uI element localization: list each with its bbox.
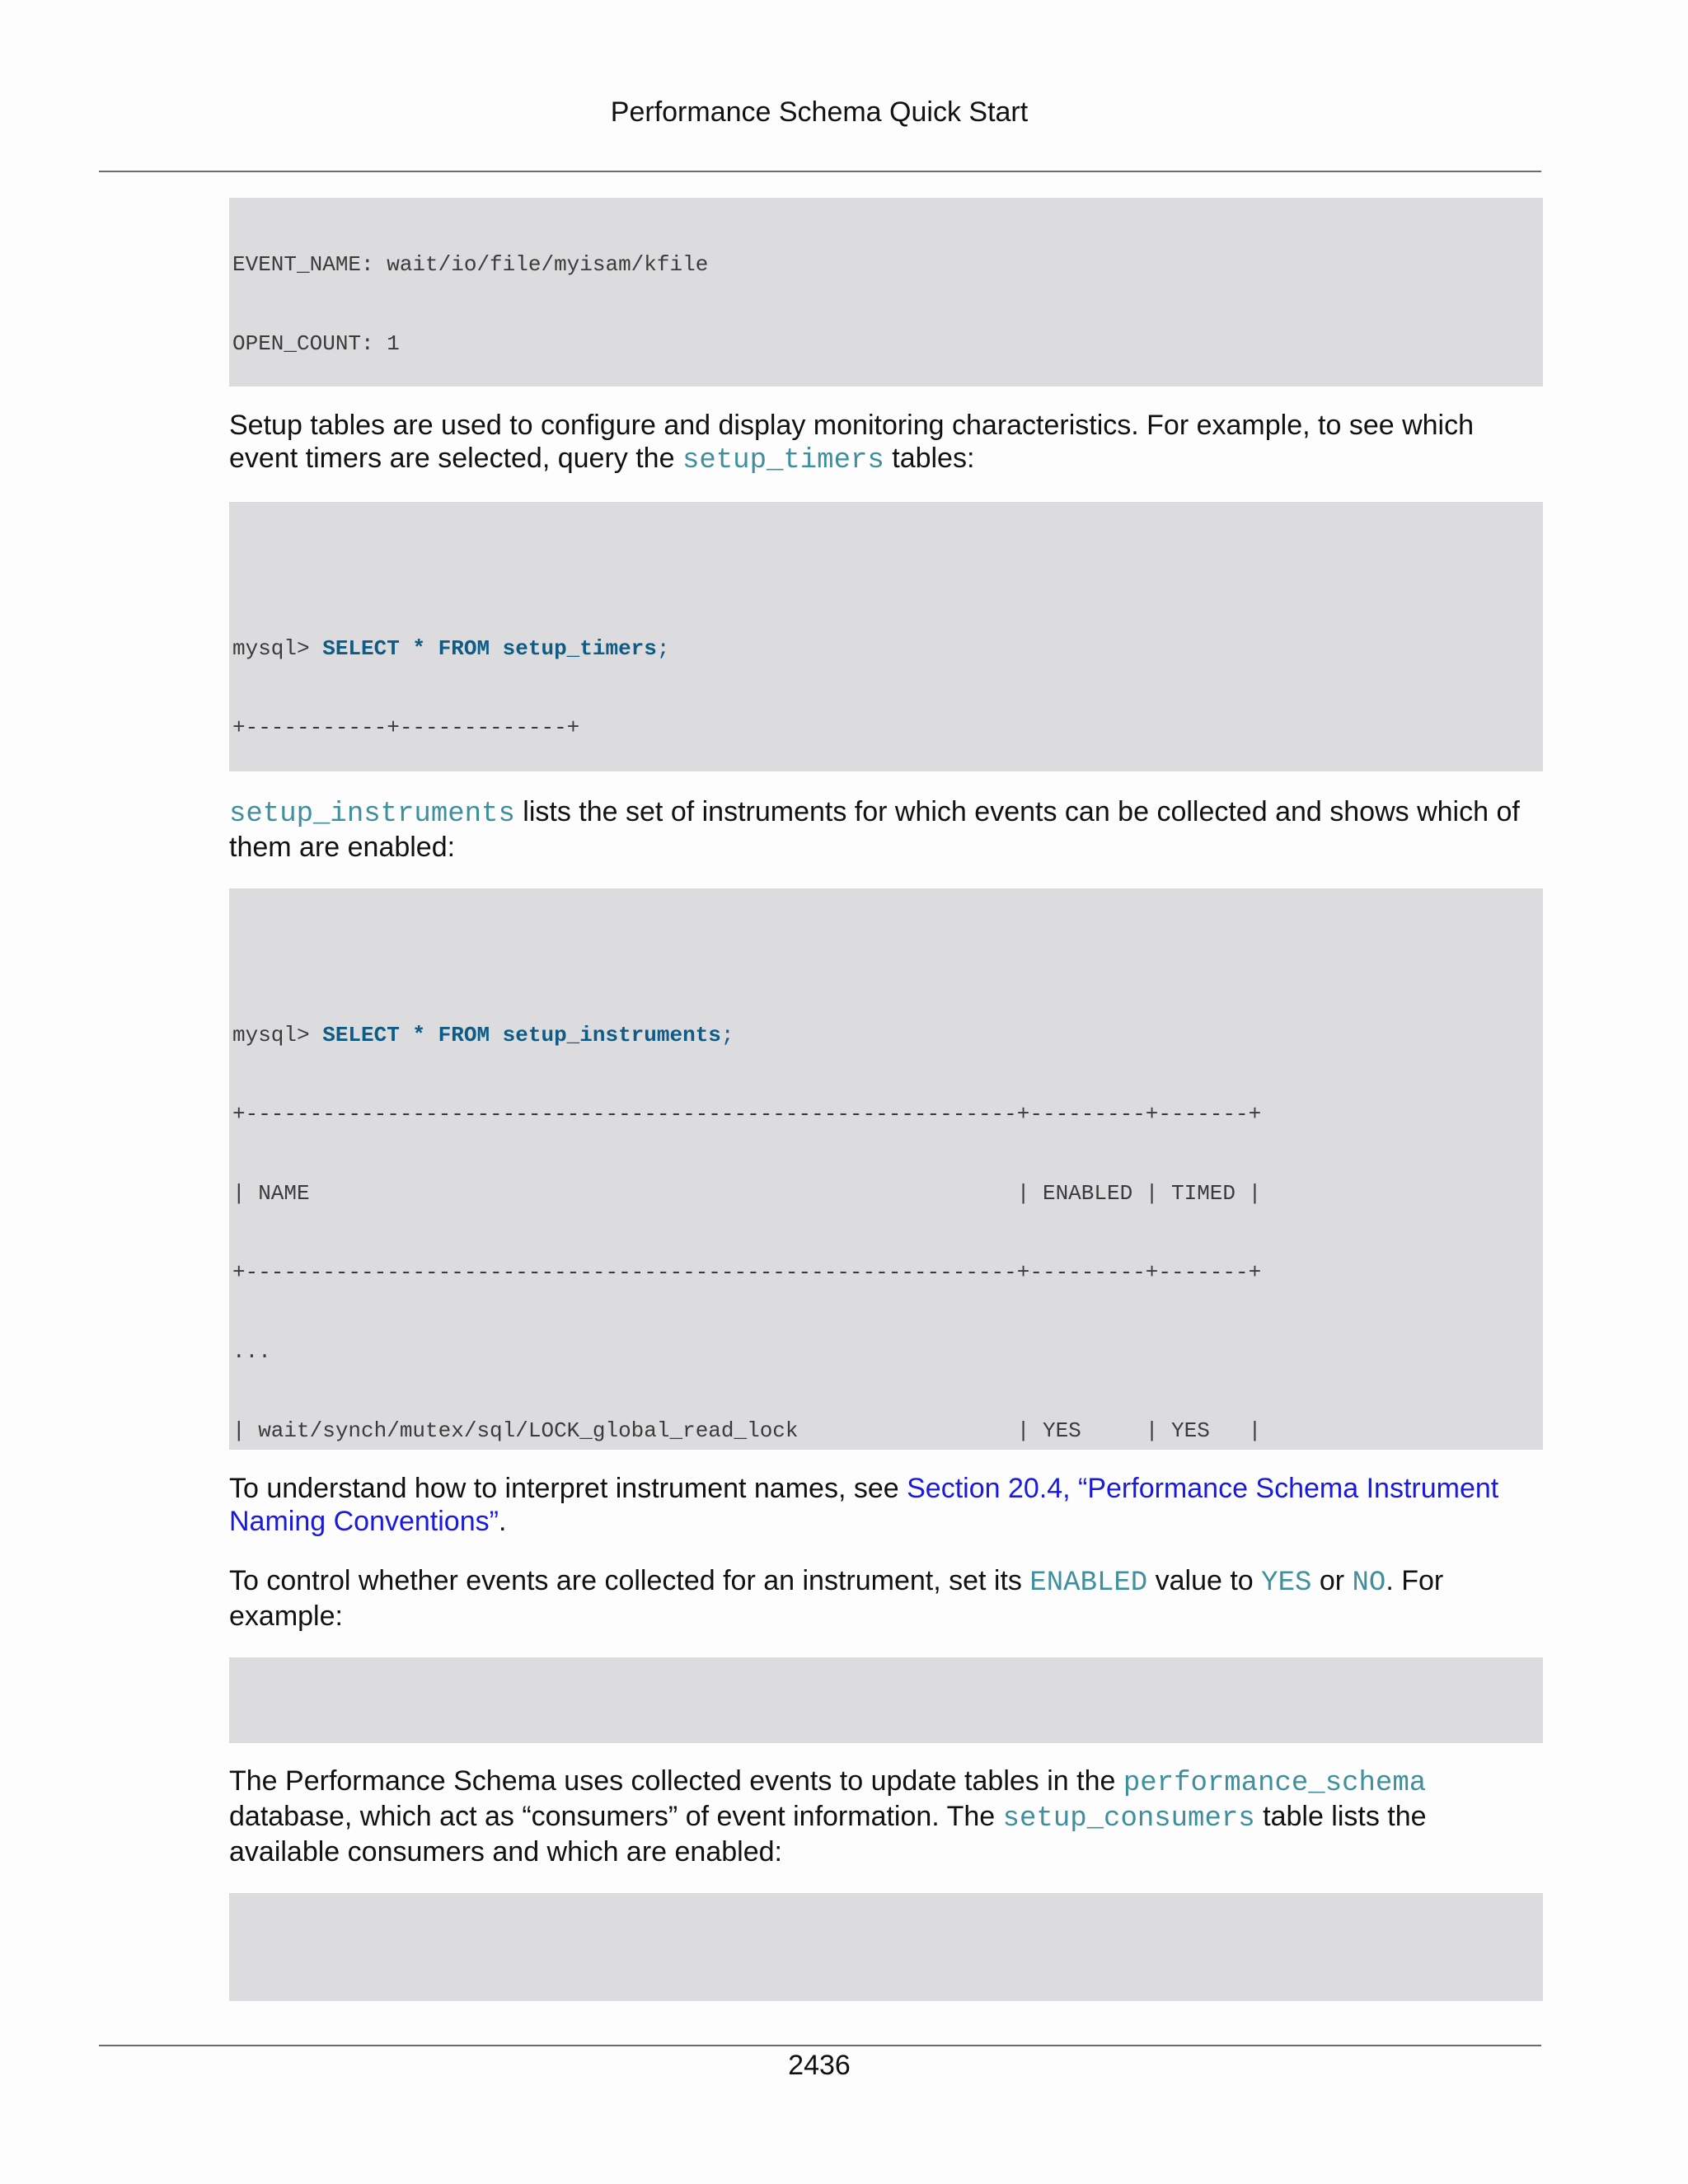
code-block-setup-timers — [229, 502, 1543, 771]
code-blank-line — [232, 1710, 1543, 1738]
code-line: ... — [232, 1339, 271, 1364]
code-block-update-instruments — [229, 1657, 1543, 1743]
running-header: Performance Schema Quick Start — [610, 96, 1029, 128]
paragraph-text: tables: — [884, 443, 975, 474]
inline-literal-setup-instruments: setup_instruments — [229, 799, 515, 830]
paragraph-text: . — [498, 1506, 507, 1537]
inline-literal-no: NO — [1352, 1568, 1386, 1599]
code-blank-line — [232, 941, 1543, 969]
paragraph-text: table lists the available consumers and which are enabled: — [229, 1801, 1427, 1868]
code-block-setup-consumers — [229, 1893, 1543, 2001]
section-link-naming-conventions[interactable]: Section 20.4, “Performance Schema Instrument Naming Conventions” — [229, 1473, 1499, 1537]
sql-terminator: ; — [656, 636, 670, 661]
paragraph-instrument-names — [229, 1472, 1543, 1538]
paragraph-text: Setup tables are used to configure and display monitoring characteristics. For example, to see which event timers are selected, query the — [229, 410, 1475, 474]
code-line: +------------------------------------------------------------+---------+-------+ — [232, 1102, 1262, 1127]
footer-rule — [99, 2045, 1541, 2046]
paragraph-text: database, which act as “consumers” of event information. The — [229, 1801, 1003, 1832]
code-line: | wait/synch/mutex/sql/LOCK_global_read_lock | YES | YES | — [232, 1418, 1262, 1443]
inline-literal-setup-consumers: setup_consumers — [1002, 1803, 1255, 1835]
mysql-prompt: mysql> — [232, 636, 323, 661]
code-command-line — [232, 635, 1543, 662]
paragraph-text: . For example: — [229, 1565, 1444, 1632]
sql-command: SELECT * FROM setup_instruments — [322, 1023, 721, 1047]
inline-literal-yes: YES — [1261, 1568, 1312, 1599]
code-block-setup-instruments — [229, 888, 1543, 1450]
page-content — [229, 198, 1543, 2001]
paragraph-setup-tables — [229, 409, 1543, 477]
code-blank-line — [232, 555, 1543, 583]
paragraph-setup-instruments — [229, 795, 1543, 864]
paragraph-control-enabled — [229, 1564, 1543, 1633]
mysql-prompt: mysql> — [232, 1023, 323, 1047]
paragraph-text: value to — [1147, 1565, 1262, 1596]
paragraph-text: or — [1311, 1565, 1353, 1596]
sql-command: SELECT * FROM setup_timers — [322, 636, 657, 661]
code-line: | NAME | ENABLED | TIMED | — [232, 1181, 1262, 1206]
code-line: +------------------------------------------------------------+---------+-------+ — [232, 1260, 1262, 1285]
code-line: EVENT_NAME: wait/io/file/myisam/kfile — [232, 252, 709, 277]
paragraph-text: lists the set of instruments for which events can be collected and shows which of them are enabled: — [229, 796, 1520, 863]
paragraph-consumers — [229, 1765, 1543, 1868]
code-line: OPEN_COUNT: 1 — [232, 331, 400, 356]
page-number: 2436 — [788, 2050, 851, 2081]
paragraph-text: To control whether events are collected for an instrument, set its — [229, 1565, 1030, 1596]
sql-terminator: ; — [720, 1023, 734, 1047]
code-block-file-instances — [229, 198, 1543, 387]
inline-literal-setup-timers: setup_timers — [682, 445, 884, 476]
inline-literal-performance-schema: performance_schema — [1123, 1768, 1427, 1799]
paragraph-text: The Performance Schema uses collected events to update tables in the — [229, 1765, 1123, 1797]
header-rule — [99, 171, 1541, 172]
code-blank-line — [232, 1946, 1543, 1974]
paragraph-text: To understand how to interpret instrument names, see — [229, 1473, 907, 1504]
inline-literal-enabled: ENABLED — [1029, 1568, 1148, 1599]
code-line: +-----------+-------------+ — [232, 715, 580, 740]
code-command-line — [232, 1022, 1543, 1048]
